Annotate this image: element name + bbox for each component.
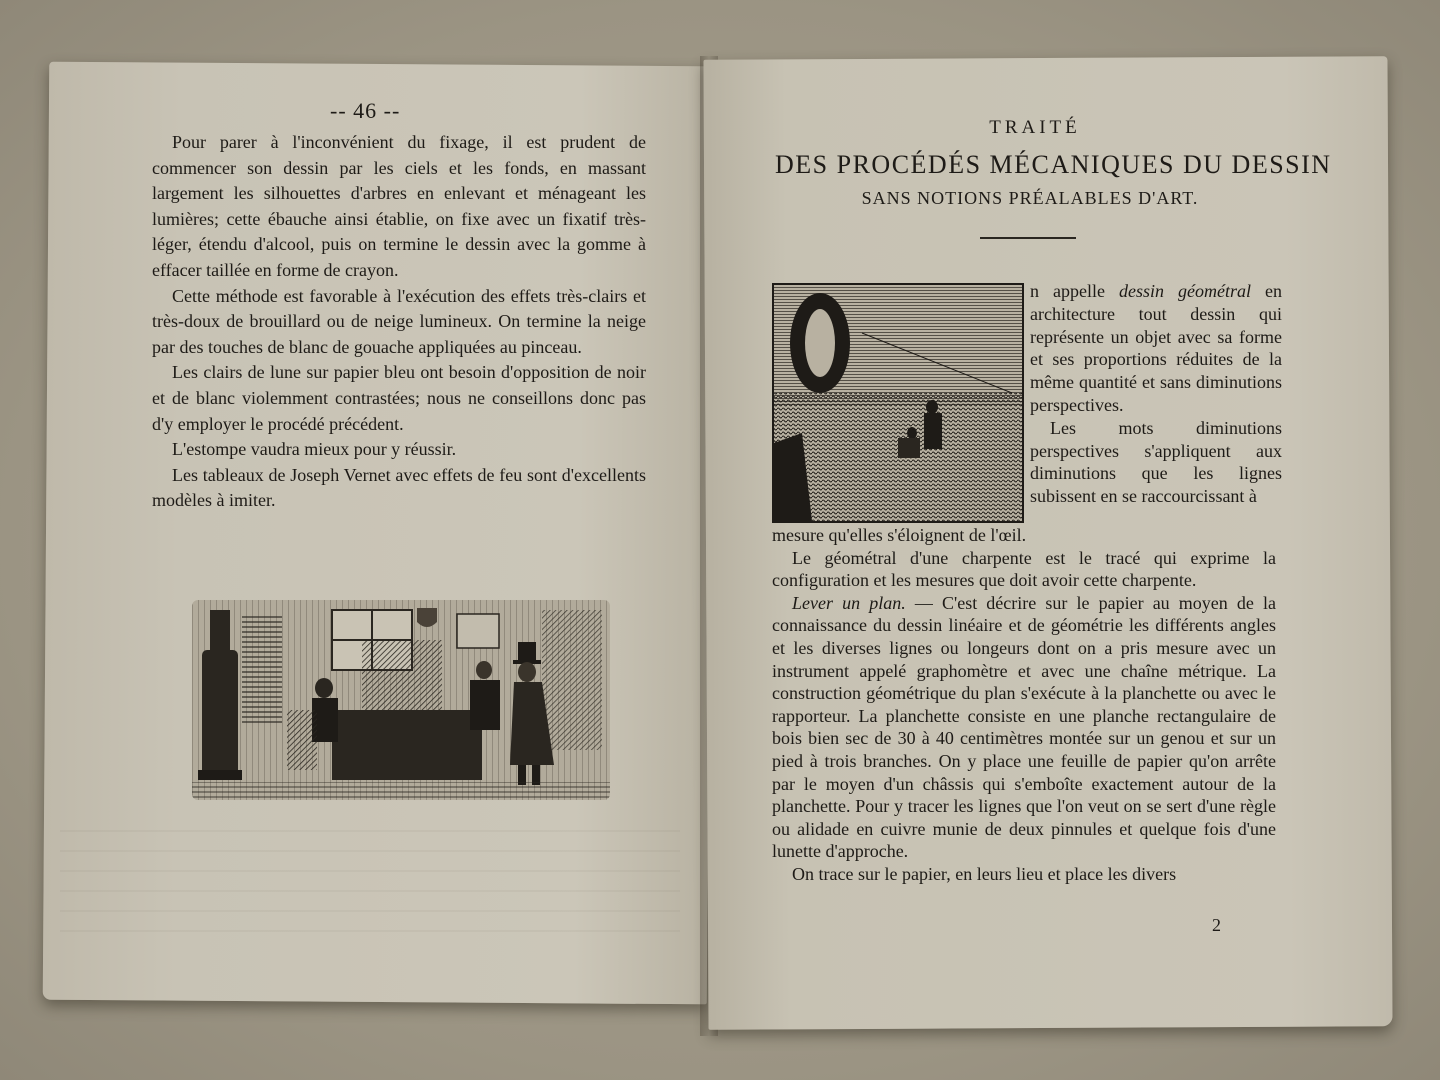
- intro-start: n appelle: [1030, 281, 1105, 301]
- engraving-drop-cap-o: [772, 283, 1024, 523]
- paragraph: Le géométral d'une charpente est le tracé qui exprime la configuration et les mesures que doit avoir cette charpente.: [772, 547, 1276, 591]
- lever-un-plan-heading: Lever un plan.: [792, 592, 906, 613]
- title-traite: TRAITÉ: [989, 117, 1081, 138]
- intro-rest: en architecture tout dessin qui représente un objet avec sa forme et ses proportions réduites de la même quantité et sans diminutions perspectives.: [1030, 281, 1283, 415]
- engraving-interior-scene: [192, 600, 610, 800]
- paragraph: L'estompe vaudra mieux pour y réussir.: [172, 439, 457, 460]
- left-page-number: -- 46 --: [330, 98, 401, 123]
- paragraph-lever-un-plan: [772, 592, 1276, 863]
- paragraph: Les clairs de lune sur papier bleu ont besoin d'opposition de noir et de blanc violemment contrastées; nous ne conseillons donc pas d'y employer le procédé précédent.: [152, 362, 646, 434]
- left-page-text: [152, 130, 646, 514]
- paragraph: On trace sur le papier, en leurs lieu et place les divers: [792, 863, 1177, 884]
- title-divider: [980, 237, 1076, 239]
- title-main: DES PROCÉDÉS MÉCANIQUES DU DESSIN: [775, 150, 1332, 179]
- paragraph-continuation: mesure qu'elles s'éloignent de l'œil.: [772, 525, 1027, 545]
- paragraph: Cette méthode est favorable à l'exécution des effets très-clairs et très-doux de brouillard ou de neige lumineux. On termine la neige par des touches de blanc de gouache appliquées au pinceau.: [152, 285, 646, 357]
- title-subtitle: SANS NOTIONS PRÉALABLES D'ART.: [861, 188, 1199, 208]
- paragraph: Les tableaux de Joseph Vernet avec effets de feu sont d'excellents modèles à imiter.: [152, 464, 646, 511]
- intro-paragraph: [1030, 280, 1282, 508]
- show-through-texture: [60, 830, 680, 950]
- right-page-text: [772, 524, 1276, 886]
- paragraph: Les mots diminutions perspectives s'appliquent aux diminutions que les lignes subissent en se raccourcissant à: [1030, 417, 1282, 507]
- lever-un-plan-body: — C'est décrire sur le papier au moyen de la connaissance du dessin linéaire et de géométrie les différents angles et les diverses lignes ou longeurs dont on a pris mesure avec un instrument appelé graphomètre et avec une chaîne métrique. La construction géométrique du plan s'exécute à la planchette ou avec le rapporteur. La planchette consiste en une planche rectangulaire de bois bien sec de 30 à 40 centimètres montée sur un genou et sur un pied à trois branches. On y place une feuille de papier qu'on arrête par le moyen d'un châssis qui s'emboîte exactement autour de la planchette. Pour y tracer les lignes que l'on veut on se sert d'une règle ou alidade en cuivre munie de deux pinnules et quelque fois d'une lunette d'approche.: [772, 592, 1277, 862]
- intro-italic-term: dessin géométral: [1119, 281, 1251, 301]
- right-page-number: 2: [1212, 915, 1221, 935]
- paragraph: Pour parer à l'inconvénient du fixage, il est prudent de commencer son dessin par les ciels et les fonds, en massant largement les silhouettes d'arbres en enlevant et ménageant les lumières; cette ébauche ainsi établie, on fixe avec un fixatif très-léger, étendu d'alcool, puis on termine le dessin avec la gomme à effacer taillée en forme de crayon.: [152, 132, 646, 280]
